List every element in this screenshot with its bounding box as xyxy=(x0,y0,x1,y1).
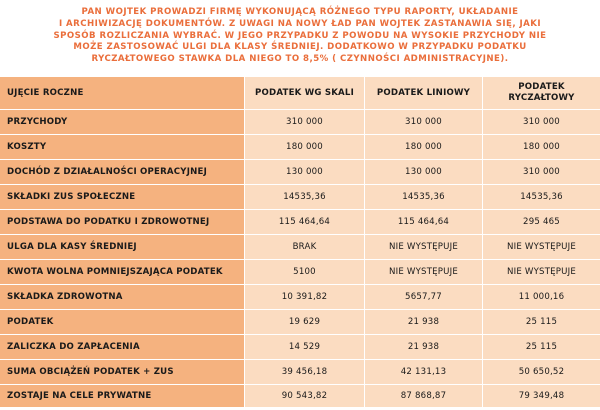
flat-tax-value: 42 131,13 xyxy=(364,360,482,385)
table-row xyxy=(0,360,600,385)
comparison-table xyxy=(0,77,600,408)
scale-tax-value: 19 629 xyxy=(244,310,364,335)
flat-tax-value: 115 464,64 xyxy=(364,210,482,235)
lump-sum-tax-value: 25 115 xyxy=(482,310,600,335)
table-body xyxy=(0,110,600,408)
table-row xyxy=(0,160,600,185)
flat-tax-value: 87 868,87 xyxy=(364,385,482,408)
scale-tax-value: BRAK xyxy=(244,235,364,260)
row-label: DOCHÓD Z DZIAŁALNOŚCI OPERACYJNEJ xyxy=(0,160,244,185)
row-label: ULGA DLA KASY ŚREDNIEJ xyxy=(0,235,244,260)
flat-tax-value: NIE WYSTĘPUJE xyxy=(364,260,482,285)
flat-tax-value: 21 938 xyxy=(364,310,482,335)
scale-tax-value: 10 391,82 xyxy=(244,285,364,310)
flat-tax-value: 310 000 xyxy=(364,110,482,135)
row-label: SKŁADKA ZDROWOTNA xyxy=(0,285,244,310)
table-row xyxy=(0,235,600,260)
lump-sum-tax-value: 11 000,16 xyxy=(482,285,600,310)
row-label: PODATEK xyxy=(0,310,244,335)
row-label: KWOTA WOLNA POMNIEJSZAJĄCA PODATEK xyxy=(0,260,244,285)
scale-tax-value: 130 000 xyxy=(244,160,364,185)
scale-tax-value: 5100 xyxy=(244,260,364,285)
lump-sum-tax-value: 50 650,52 xyxy=(482,360,600,385)
row-label: PRZYCHODY xyxy=(0,110,244,135)
table-header-row xyxy=(0,77,600,110)
scale-tax-value: 39 456,18 xyxy=(244,360,364,385)
flat-tax-value: 180 000 xyxy=(364,135,482,160)
scale-tax-value: 14535,36 xyxy=(244,185,364,210)
lump-sum-tax-value: 310 000 xyxy=(482,110,600,135)
flat-tax-value: NIE WYSTĘPUJE xyxy=(364,235,482,260)
lump-sum-tax-value: NIE WYSTĘPUJE xyxy=(482,235,600,260)
lump-sum-tax-value: 295 465 xyxy=(482,210,600,235)
table-row xyxy=(0,210,600,235)
scale-tax-value: 90 543,82 xyxy=(244,385,364,408)
intro-paragraph: PAN WOJTEK PROWADZI FIRMĘ WYKONUJĄCĄ RÓŻNEGO TYPU RAPORTY, UKŁADANIE I ARCHIWIZACJĘ DOKUMENTÓW. Z UWAGI NA NOWY ŁAD PAN WOJTEK ZASTANAWIA SIĘ, JAKI SPOSÓB ROZLICZANIA WYBRAĆ. W JEGO PRZYPADKU Z POWODU NA WYSOKIE PRZYCHODY NIE MOŻE ZASTOSOWAĆ ULGI DLA KLASY ŚREDNIEJ. DODATKOWO W PRZYPADKU PODATKU RYCZAŁTOWEGO STAWKA DLA NIEGO TO 8,5% ( CZYNNOŚCI ADMINISTRACYJNE). xyxy=(53,7,547,65)
flat-tax-value: 21 938 xyxy=(364,335,482,360)
lump-sum-tax-value: 25 115 xyxy=(482,335,600,360)
table-row xyxy=(0,310,600,335)
table-row xyxy=(0,185,600,210)
row-label: KOSZTY xyxy=(0,135,244,160)
scale-tax-value: 115 464,64 xyxy=(244,210,364,235)
flat-tax-value: 14535,36 xyxy=(364,185,482,210)
lump-sum-tax-value: 79 349,48 xyxy=(482,385,600,408)
flat-tax-value: 130 000 xyxy=(364,160,482,185)
scale-tax-value: 310 000 xyxy=(244,110,364,135)
header-cell-flat-tax: PODATEK LINIOWY xyxy=(364,77,482,110)
scale-tax-value: 180 000 xyxy=(244,135,364,160)
row-label: SKŁADKI ZUS SPOŁECZNE xyxy=(0,185,244,210)
header-cell-scale-tax: PODATEK WG SKALI xyxy=(244,77,364,110)
scale-tax-value: 14 529 xyxy=(244,335,364,360)
header-cell-lump-sum-tax: PODATEK RYCZAŁTOWY xyxy=(482,77,600,110)
lump-sum-tax-value: 180 000 xyxy=(482,135,600,160)
flat-tax-value: 5657,77 xyxy=(364,285,482,310)
table-row xyxy=(0,335,600,360)
row-label: ZOSTAJE NA CELE PRYWATNE xyxy=(0,385,244,408)
table-row xyxy=(0,385,600,408)
lump-sum-tax-value: 310 000 xyxy=(482,160,600,185)
table-row xyxy=(0,110,600,135)
row-label: SUMA OBCIĄŻEŃ PODATEK + ZUS xyxy=(0,360,244,385)
lump-sum-tax-value: NIE WYSTĘPUJE xyxy=(482,260,600,285)
row-label: ZALICZKA DO ZAPŁACENIA xyxy=(0,335,244,360)
header-cell-category: UJĘCIE ROCZNE xyxy=(0,77,244,110)
table-row xyxy=(0,285,600,310)
table-row xyxy=(0,260,600,285)
lump-sum-tax-value: 14535,36 xyxy=(482,185,600,210)
row-label: PODSTAWA DO PODATKU I ZDROWOTNEJ xyxy=(0,210,244,235)
table-row xyxy=(0,135,600,160)
